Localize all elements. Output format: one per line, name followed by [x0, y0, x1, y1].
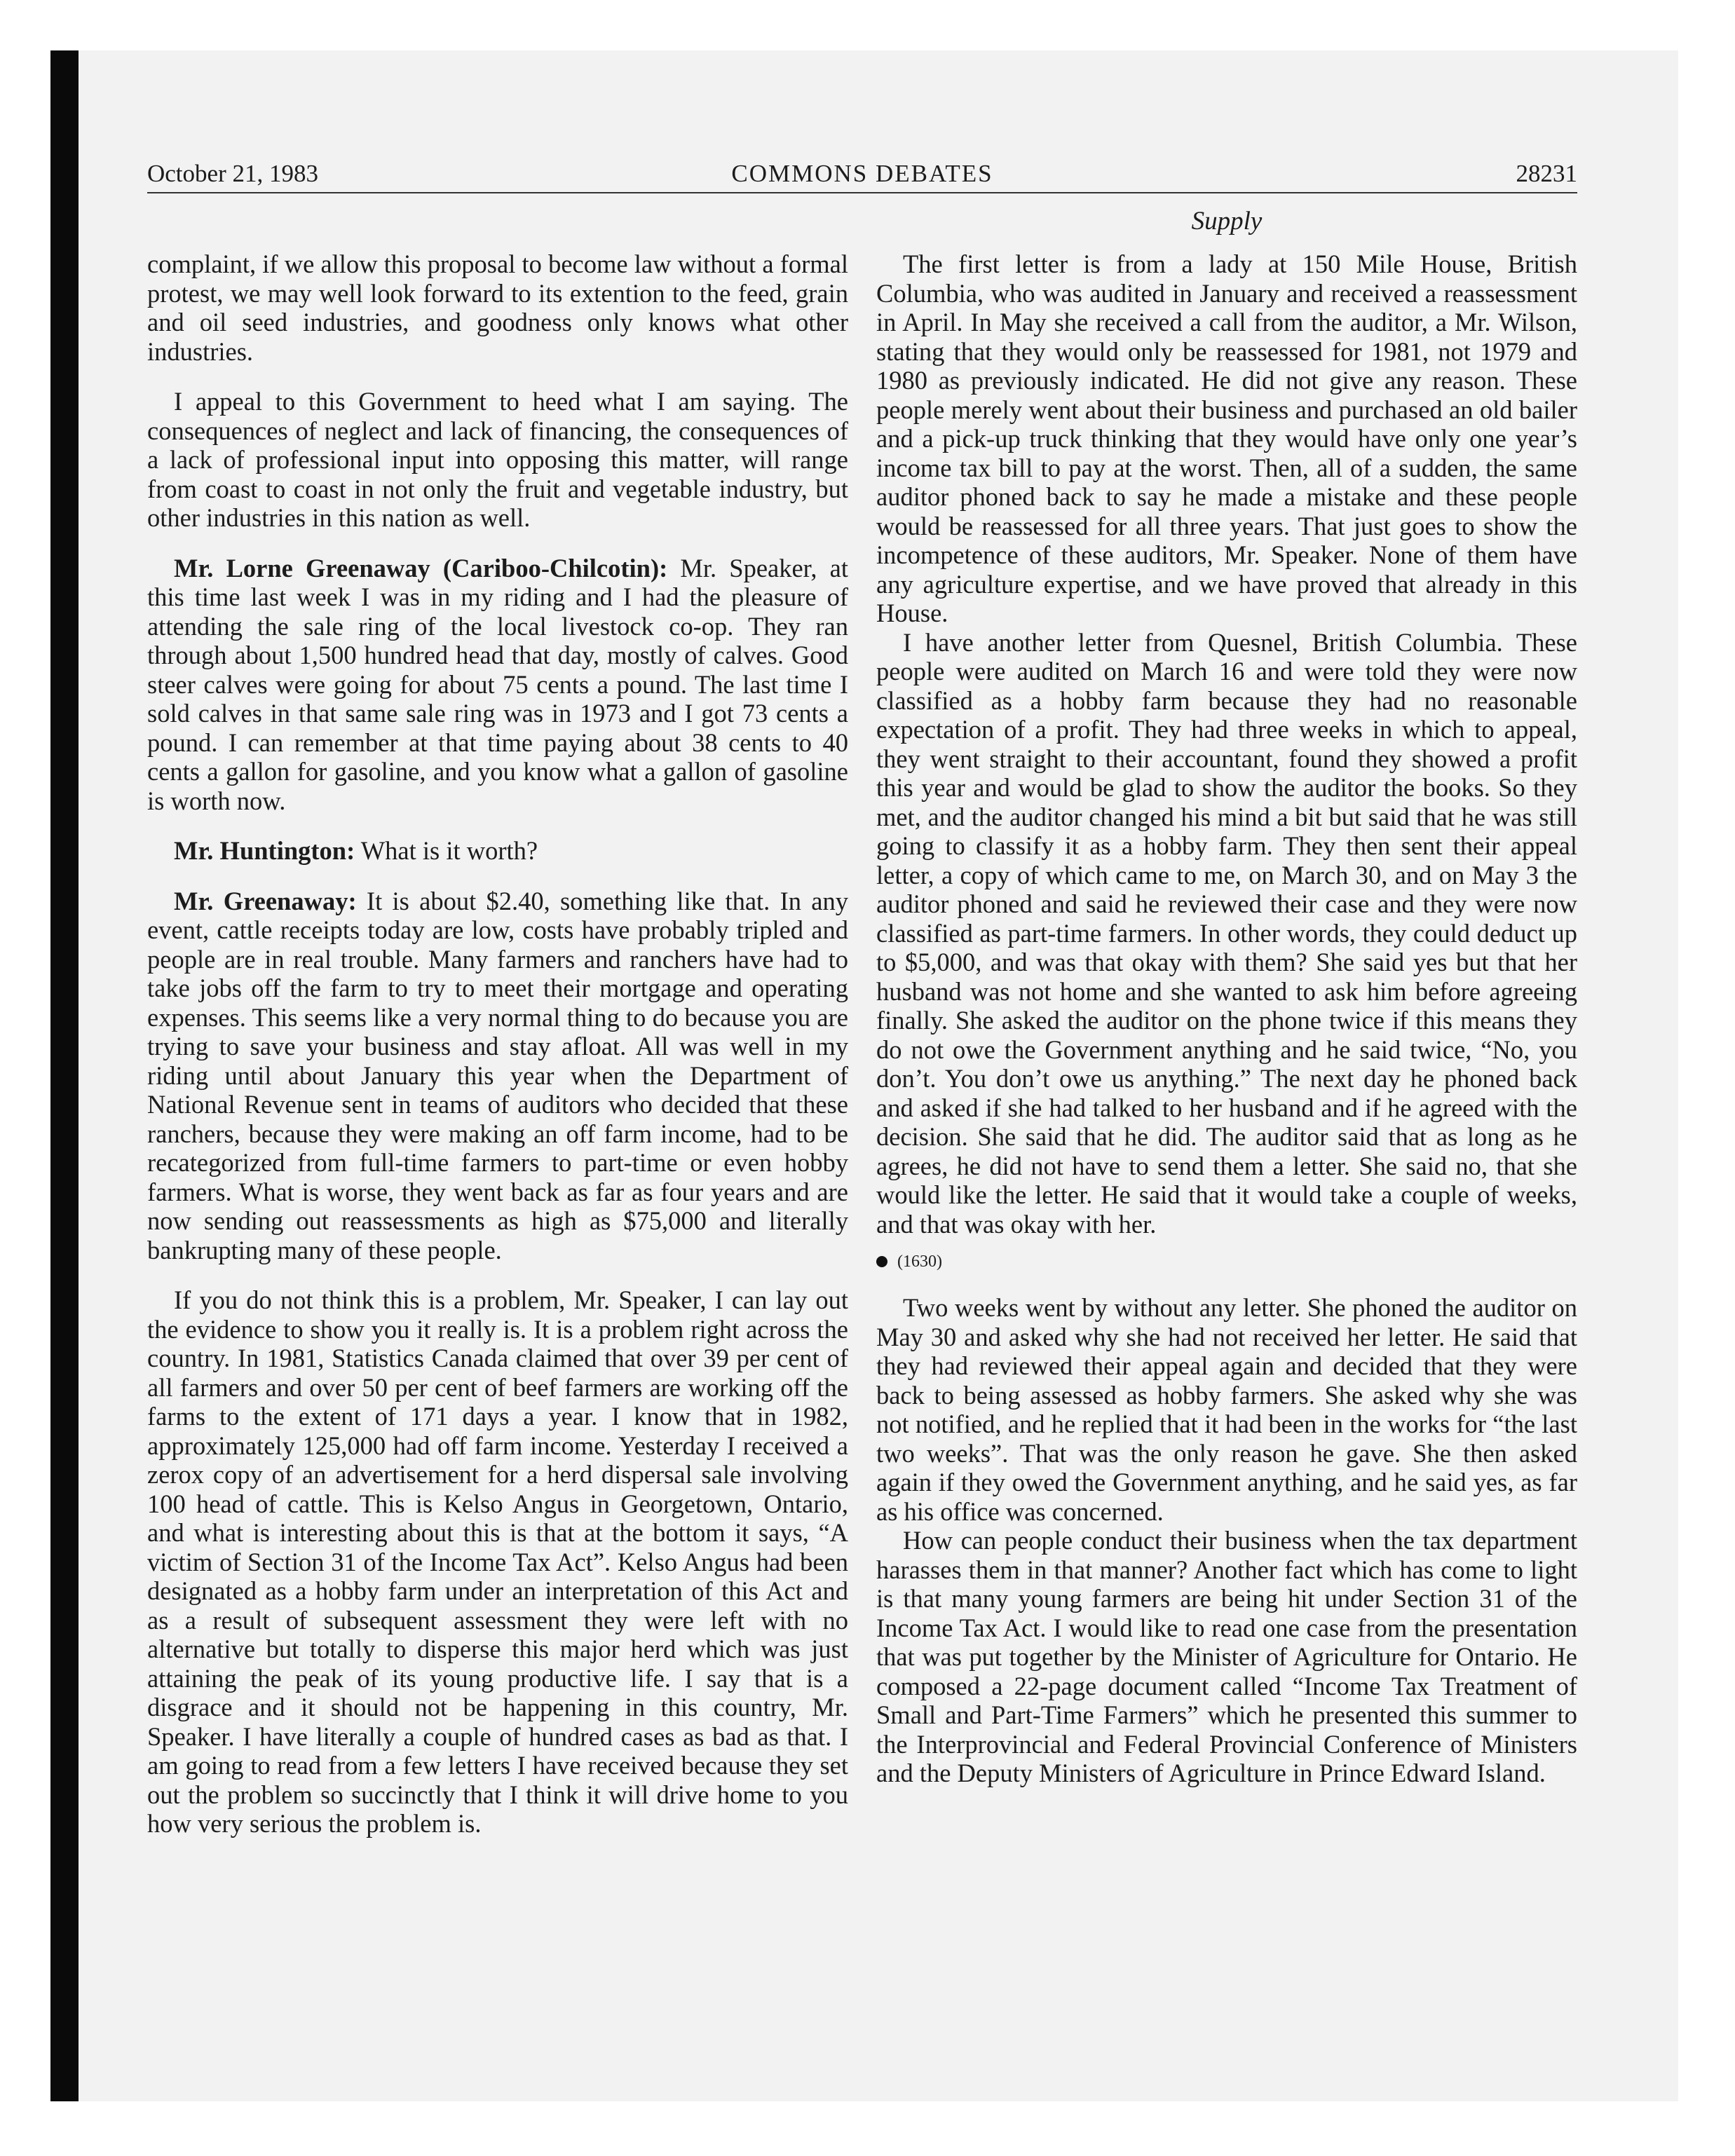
time-marker	[876, 1251, 1577, 1272]
bullet-icon	[876, 1256, 887, 1267]
speech-text: It is about $2.40, something like that. In any event, cattle receipts today are low, costs have probably tripled and people are in real trouble. Many farmers and ranchers have had to take jobs off the farm to try to meet their mortgage and operating expenses. This seems like a very normal thing to do because you are trying to save your business and stay afloat. All was well in my riding until about January this year when the Department of National Revenue sent in teams of auditors who decided that these ranchers, because they were making an off farm income, had to be recategorized from full-time farmers to part-time or even hobby farmers. What is worse, they went back as far as four years and are now sending out reassessments as high as $75,000 and literally bankrupting many of these people.	[147, 886, 848, 1264]
speech-greenaway	[147, 554, 848, 816]
header-date: October 21, 1983	[147, 160, 318, 187]
header-page-number: 28231	[1516, 160, 1577, 187]
speaker-name: Mr. Greenaway:	[174, 886, 357, 915]
speech-text: Mr. Speaker, at this time last week I was in my riding and I had the pleasure of attending the sale ring of the local livestock co-op. They ran through about 1,500 hundred head that day, mostly of calves. Good steer calves were going for about 75 cents a pound. The last time I sold calves in that same sale ring was in 1973 and I got 73 cents a pound. I can remember at that time paying about 38 cents to 40 cents a gallon for gasoline, and you know what a gallon of gasoline is worth now.	[147, 553, 848, 815]
paragraph: I have another letter from Quesnel, British Columbia. These people were audited on March 16 and were told they were now classified as a hobby farm because they had no reasonable expectation of a profit. They had three weeks in which to appeal, they went straight to their accountant, found they showed a profit this year and would be glad to show the auditor the books. So they met, and the auditor changed his mind a bit but said that he was still going to classify it as a hobby farm. They then sent their appeal letter, a copy of which came to me, on March 30, and on May 3 the auditor phoned and said he reviewed their case and they were now classified as part-time farmers. In other words, they could deduct up to $5,000, and was that okay with them? She said yes but that her husband was not home and she wanted to ask him before agreeing finally. She asked the auditor on the phone twice if this means they do not owe the Government anything and he said twice, “No, you don’t. You don’t owe us anything.” The next day he phoned back and asked if she had talked to her husband and if he agreed with the decision. She said that he did. The auditor said that as long as he agrees, he did not have to send them a letter. She said no, that she would like the letter. He said that it would take a couple of weeks, and that was okay with her.	[876, 627, 1577, 1239]
paragraph: The first letter is from a lady at 150 Mile House, British Columbia, who was audited in January and received a reassessment in April. In May she received a call from the auditor, a Mr. Wilson, stating that they would only be reassessed for 1981, not 1979 and 1980 as previously indicated. He did not give any reason. These people merely went about their business and purchased an old bailer and a pick-up truck thinking that they would have only one year’s income tax bill to pay at the worst. Then, all of a sudden, the same auditor phoned back to say he made a mistake and these people would be reassessed for all three years. That just goes to show the incompetence of these auditors, Mr. Speaker. None of them have any agriculture expertise, and we have proved that already in this House.	[876, 250, 1577, 627]
paragraph: If you do not think this is a problem, Mr. Speaker, I can lay out the evidence to show you it really is. It is a problem right across the country. In 1981, Statistics Canada claimed that over 39 per cent of all farmers and over 50 per cent of beef farmers are working off the farms to the extent of 171 days a year. I know that in 1982, approximately 125,000 had off farm income. Yesterday I received a zerox copy of an advertisement for a herd dispersal sale involving 100 head of cattle. This is Kelso Angus in Georgetown, Ontario, and what is interesting about this is that at the bottom it says, “A victim of Section 31 of the Income Tax Act”. Kelso Angus had been designated as a hobby farm under an interpretation of this Act and as a result of subsequent assessment they were left with no alternative but totally to disperse this major herd which was just attaining the peak of its young productive life. I say that is a disgrace and it should not be happening in this country, Mr. Speaker. I have literally a couple of hundred cases as bad as that. I am going to read from a few letters I have received because they set out the problem so succinctly that I think it will drive home to you how very serious the problem is.	[147, 1285, 848, 1838]
paragraph: Two weeks went by without any letter. She phoned the auditor on May 30 and asked why she had not received her letter. He said that they had reviewed their appeal again and decided that they were back to being assessed as hobby farmers. She asked why she was not notified, and he replied that it had been in the works for “the last two weeks”. That was the only reason he gave. She then asked again if they owed the Government anything, and he said yes, as far as his office was concerned.	[876, 1293, 1577, 1526]
paragraph: I appeal to this Government to heed what I am saying. The consequences of neglect and lack of financing, the consequences of a lack of professional input into opposing this matter, will range from coast to coast in not only the fruit and vegetable industry, but other industries in this nation as well.	[147, 387, 848, 532]
running-header	[147, 158, 1577, 193]
right-column	[876, 250, 1577, 1788]
speech-text: What is it worth?	[355, 836, 538, 865]
speaker-name: Mr. Huntington:	[174, 836, 355, 865]
speech-greenaway-2	[147, 887, 848, 1265]
header-title: COMMONS DEBATES	[731, 160, 993, 187]
paragraph: How can people conduct their business when the tax department harasses them in that manner? Another fact which has come to light is that many young farmers are being hit under Section 31 of the Income Tax Act. I would like to read one case from the presentation that was put together by the Minister of Agriculture for Ontario. He composed a 22-page document called “Income Tax Treatment of Small and Part-Time Farmers” which he presented this summer to the Interprovincial and Federal Provincial Conference of Ministers and the Deputy Ministers of Agriculture in Prince Edward Island.	[876, 1526, 1577, 1787]
speech-huntington	[147, 836, 848, 866]
speaker-name: Mr. Lorne Greenaway (Cariboo-Chilcotin):	[174, 553, 668, 582]
paragraph: complaint, if we allow this proposal to become law without a formal protest, we may well look forward to its extention to the feed, grain and oil seed industries, and goodness only knows what other industries.	[147, 250, 848, 366]
scan-binding-edge	[50, 50, 79, 2101]
time-marker-label: (1630)	[897, 1253, 942, 1271]
left-column	[147, 250, 848, 1838]
section-title: Supply	[1191, 207, 1263, 236]
